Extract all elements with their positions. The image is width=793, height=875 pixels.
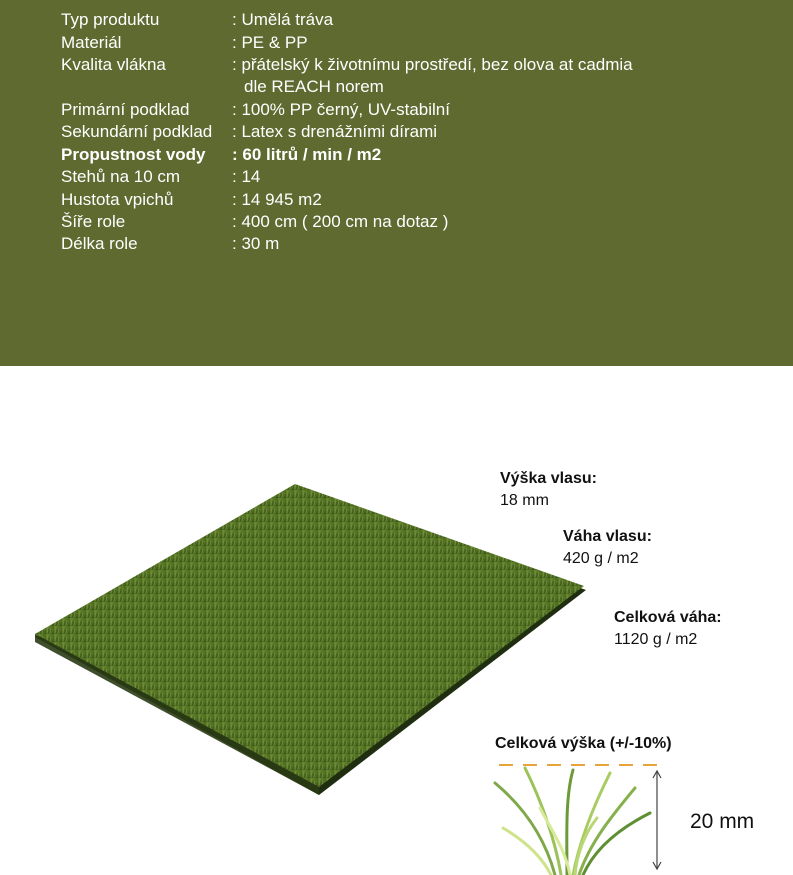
spec-value: : Umělá tráva — [232, 10, 334, 29]
spec-value: : 30 m — [232, 234, 280, 253]
spec-label: Materiál — [61, 33, 122, 52]
product-visual-section — [0, 366, 793, 875]
metric-value: 420 g / m2 — [563, 550, 639, 567]
spec-label: Šíře role — [61, 212, 126, 231]
grass-blade-illustration — [485, 758, 685, 875]
turf-sample-image — [30, 482, 600, 802]
spec-label: Délka role — [61, 234, 138, 253]
metric-title: Výška vlasu: — [500, 470, 597, 487]
spec-label: Kvalita vlákna — [61, 55, 166, 74]
metric-value: 1120 g / m2 — [614, 631, 698, 648]
total-height-value: 20 mm — [690, 810, 755, 833]
spec-label: Hustota vpichů — [61, 190, 174, 209]
total-height-title: Celková výška (+/-10%) — [495, 735, 672, 752]
spec-label: Stehů na 10 cm — [61, 167, 181, 186]
spec-value: : PE & PP — [232, 33, 308, 52]
spec-value: : 14 — [232, 167, 261, 186]
spec-label: Sekundární podklad — [61, 122, 213, 141]
spec-label: Propustnost vody — [61, 145, 206, 164]
spec-label: Primární podklad — [61, 100, 190, 119]
metric-title: Celková váha: — [614, 609, 722, 626]
metric-pile-height — [500, 468, 597, 512]
spec-value: : přátelský k životnímu prostředí, bez olova at cadmia — [232, 55, 633, 74]
metric-pile-weight — [563, 526, 652, 570]
metric-total-weight — [614, 607, 722, 651]
spec-value-continuation: dle REACH norem — [244, 77, 384, 96]
metric-value: 18 mm — [500, 492, 549, 509]
spec-value: : 400 cm ( 200 cm na dotaz ) — [232, 212, 449, 231]
spec-value: : Latex s drenážními dírami — [232, 122, 438, 141]
spec-value: : 100% PP černý, UV-stabilní — [232, 100, 450, 119]
spec-value: : 60 litrů / min / m2 — [232, 145, 382, 164]
spec-label: Typ produktu — [61, 10, 160, 29]
spec-value: : 14 945 m2 — [232, 190, 322, 209]
metric-title: Váha vlasu: — [563, 528, 652, 545]
spec-panel — [0, 0, 793, 366]
